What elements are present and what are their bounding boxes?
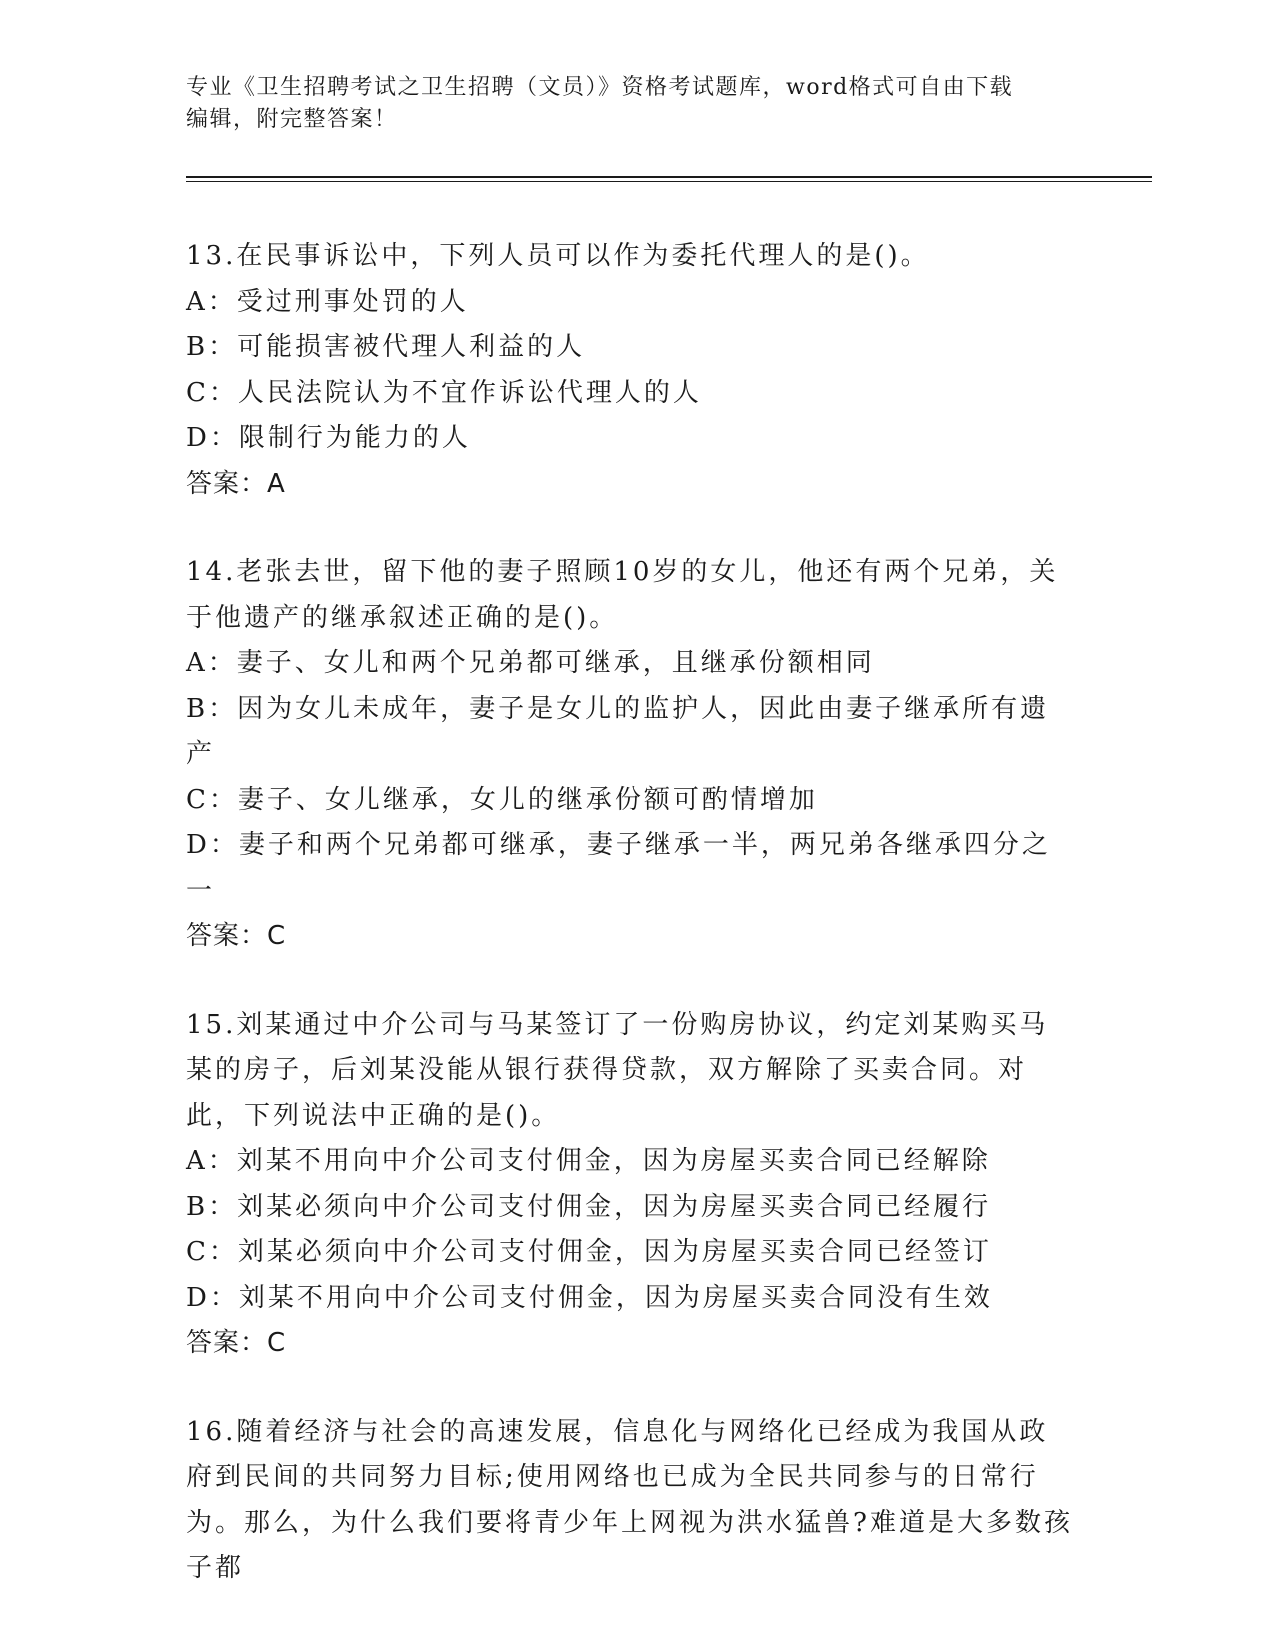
question-stem: 16.随着经济与社会的高速发展，信息化与网络化已经成为我国从政府到民间的共同努力目标;使用网络也已成为全民共同参与的日常行为。那么，为什么我们要将青少年上网视为洪水猛兽?难道是大多数孩子都 [186, 1416, 1073, 1583]
question-15 [186, 1003, 1076, 1367]
answer-line: 答案：C [186, 921, 287, 951]
answer-line: 答案：C [186, 1328, 287, 1358]
option-a: A：妻子、女儿和两个兄弟都可继承，且继承份额相同 [186, 648, 875, 678]
option-c: C：妻子、女儿继承，女儿的继承份额可酌情增加 [186, 784, 818, 815]
header-divider [186, 176, 1152, 178]
question-list [186, 234, 1076, 1635]
option-d: D：限制行为能力的人 [186, 423, 471, 453]
question-16 [186, 1410, 1076, 1592]
option-a: A：受过刑事处罚的人 [186, 286, 469, 317]
answer-line: 答案：A [186, 468, 286, 499]
header-line-2: 编辑，附完整答案！ [186, 107, 398, 132]
document-header [186, 72, 1066, 136]
option-a: A：刘某不用向中介公司支付佣金，因为房屋买卖合同已经解除 [186, 1146, 991, 1176]
question-stem: 14.老张去世，留下他的妻子照顾10岁的女儿，他还有两个兄弟，关于他遗产的继承叙述正确的是()。 [186, 557, 1059, 633]
option-b: B：因为女儿未成年，妻子是女儿的监护人，因此由妻子继承所有遗产 [186, 693, 1050, 769]
question-stem: 15.刘某通过中介公司与马某签订了一份购房协议，约定刘某购买马某的房子，后刘某没能从银行获得贷款，双方解除了买卖合同。对此，下列说法中正确的是()。 [186, 1009, 1049, 1131]
question-14 [186, 550, 1076, 960]
option-d: D：刘某不用向中介公司支付佣金，因为房屋买卖合同没有生效 [186, 1282, 993, 1313]
header-divider-thin [186, 181, 1152, 182]
question-13 [186, 234, 1076, 507]
header-line-1: 专业《卫生招聘考试之卫生招聘（文员）》资格考试题库，word格式可自由下载 [186, 75, 1014, 100]
option-d: D：妻子和两个兄弟都可继承，妻子继承一半，两兄弟各继承四分之一 [186, 830, 1051, 906]
option-b: B：可能损害被代理人利益的人 [186, 332, 586, 362]
option-b: B：刘某必须向中介公司支付佣金，因为房屋买卖合同已经履行 [186, 1191, 992, 1222]
question-stem: 13.在民事诉讼中，下列人员可以作为委托代理人的是()。 [186, 241, 930, 271]
option-c: C：刘某必须向中介公司支付佣金，因为房屋买卖合同已经签订 [186, 1237, 992, 1267]
option-c: C：人民法院认为不宜作诉讼代理人的人 [186, 377, 702, 408]
